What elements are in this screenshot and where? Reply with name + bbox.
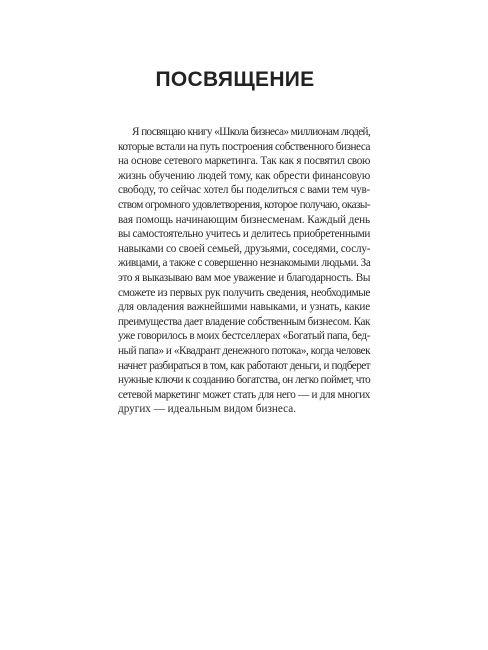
text-line: ный папа» и «Квадрант денежного потока», когда человек [118, 344, 371, 357]
text-line: для овладения важнейшими навыками, и узнать, какие [118, 301, 370, 314]
text-line: сетевой маркетинг может стать для него — и для многих [118, 388, 370, 401]
text-line: уже говорилось в моих бестселлерах «Богатый папа, бед- [118, 330, 371, 343]
text-line: нужные ключи к созданию богатства, он легко поймет, что [118, 374, 371, 387]
text-line: жизнь обучению людей тому, как обрести финансовую [118, 169, 370, 182]
text-line: это я выказываю вам мое уважение и благодарность. Вы [118, 271, 370, 284]
text-line: свободу, то сейчас хотел бы поделиться с вами тем чув- [118, 184, 370, 197]
text-line: которые встали на путь построения собственного бизнеса [118, 140, 370, 153]
text-line: вая помощь начинающим бизнесменам. Каждый день [118, 213, 370, 226]
text-line: на основе сетевого маркетинга. Так как я посвятил свою [118, 155, 370, 168]
text-line: живцами, а также с совершенно незнакомыми людьми. За [118, 257, 371, 270]
dedication-paragraph [118, 125, 370, 417]
page-title: ПОСВЯЩЕНИЕ [155, 68, 315, 91]
text-line: начнет разбираться в том, как работают деньги, и подберет [118, 359, 370, 372]
text-line: навыками со своей семьей, друзьями, соседями, сослу- [118, 242, 371, 255]
text-line: вы самостоятельно учитесь и делитесь приобретенными [118, 228, 370, 241]
text-line: других — идеальным видом бизнеса. [118, 403, 297, 416]
text-line: Я посвящаю книгу «Школа бизнеса» миллионам людей, [132, 126, 370, 138]
text-line: сможете из первых рук получить сведения, необходимые [118, 286, 370, 299]
text-line: ством огромного удовлетворения, которое получаю, оказы- [118, 198, 370, 211]
text-line: преимущества дает владение собственным бизнесом. Как [118, 315, 370, 328]
